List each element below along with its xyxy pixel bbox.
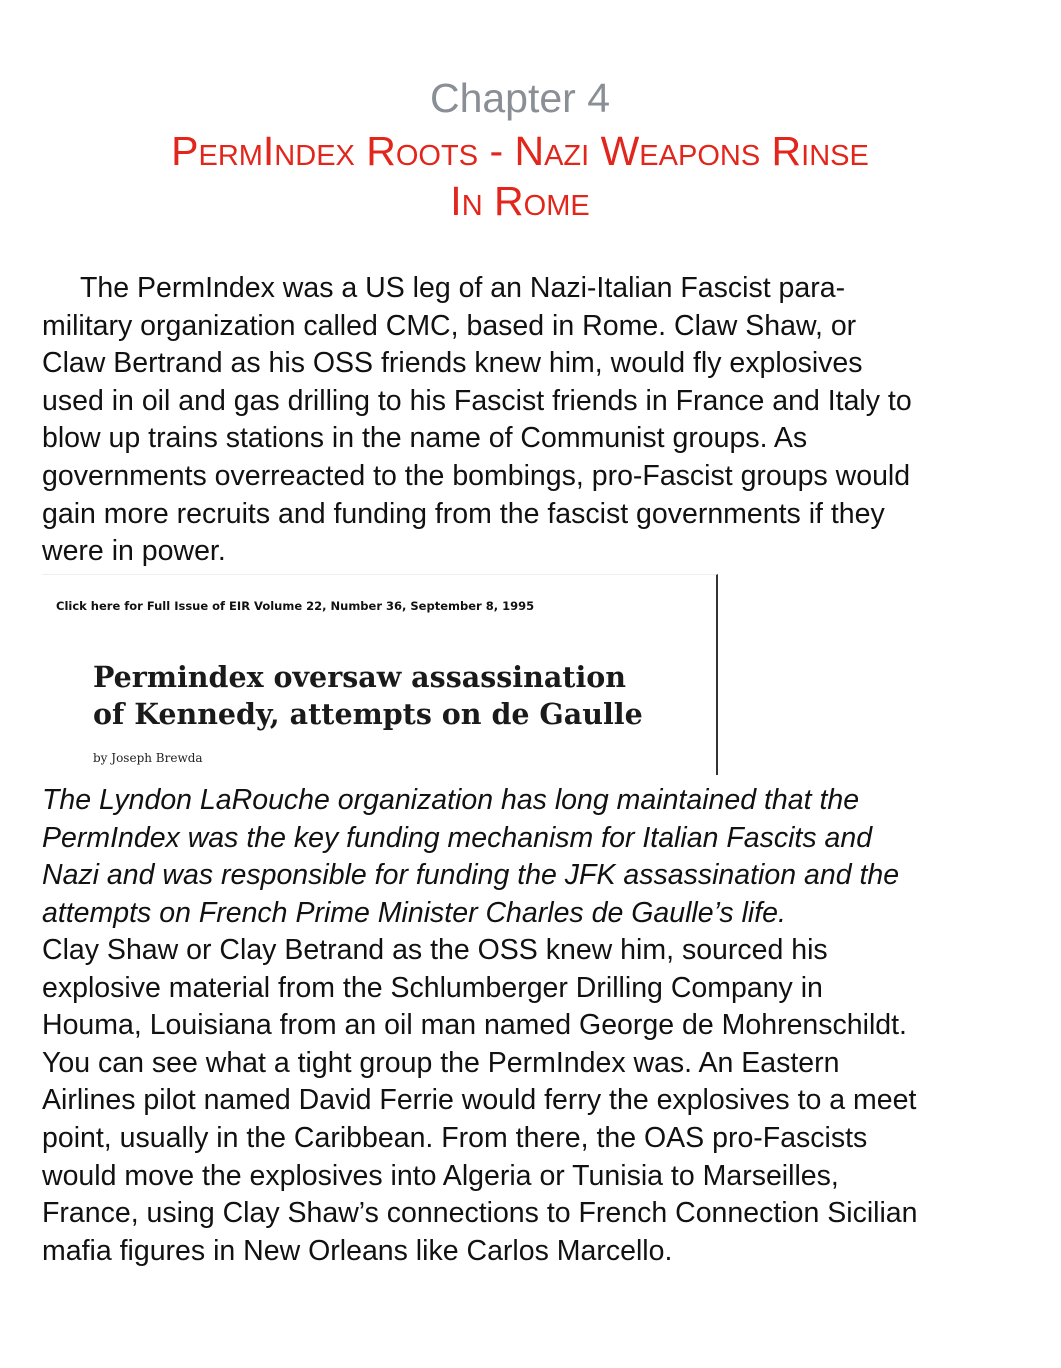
article-clipping-image [42,574,718,775]
text-line: PermIndex was the key funding mechanism for Italian Fascits and [42,821,873,854]
clipping-headline [93,659,643,733]
text-line: Clay Shaw or Clay Betrand as the OSS knew him, sourced his [42,934,828,966]
text-line: France, using Clay Shaw’s connections to French Connection Sicilian [42,1197,918,1230]
italic-paragraph [42,782,1002,932]
chapter-title-line: PermIndex Roots - Nazi Weapons Rinse [171,128,869,174]
clipping-headline-line: of Kennedy, attempts on de Gaulle [93,697,643,731]
clipping-byline: by Joseph Brewda [93,751,203,765]
text-line: blow up trains stations in the name of Communist groups. As [42,422,808,455]
text-line: attempts on French Prime Minister Charles de Gaulle’s life. [42,896,786,929]
text-line: Claw Bertrand as his OSS friends knew him, would fly explosives [42,347,863,380]
chapter-label: Chapter 4 [429,75,611,121]
text-line: point, usually in the Caribbean. From there, the OAS pro-Fascists [42,1121,868,1154]
text-line: The Lyndon LaRouche organization has long maintained that the [42,784,860,816]
text-line: were in power. [42,535,226,568]
body-paragraph [42,932,1002,1270]
text-line: used in oil and gas drilling to his Fascist friends in France and Italy to [42,384,912,417]
text-line: Airlines pilot named David Ferrie would ferry the explosives to a meet [42,1084,917,1117]
chapter-title-line: In Rome [450,178,590,224]
text-line: You can see what a tight group the PermIndex was. An Eastern [42,1046,840,1079]
full-issue-link[interactable]: Click here for Full Issue of EIR Volume 22, Number 36, September 8, 1995 [56,599,535,613]
text-line: Houma, Louisiana from an oil man named George de Mohrenschildt. [42,1009,907,1042]
text-line: mafia figures in New Orleans like Carlos Marcello. [42,1234,673,1267]
text-line: Nazi and was responsible for funding the JFK assassination and the [42,859,900,892]
text-line: explosive material from the Schlumberger Drilling Company in [42,971,823,1004]
clipping-headline-line: Permindex oversaw assassination [93,660,627,694]
text-line: The PermIndex was a US leg of an Nazi-Italian Fascist para- [80,272,846,304]
intro-paragraph [42,270,1002,571]
text-line: governments overreacted to the bombings, pro-Fascist groups would [42,459,911,492]
text-line: gain more recruits and funding from the fascist governments if they [42,497,885,530]
text-line: would move the explosives into Algeria or Tunisia to Marseilles, [42,1159,839,1192]
text-line: military organization called CMC, based in Rome. Claw Shaw, or [42,309,857,342]
chapter-title [0,126,1040,226]
